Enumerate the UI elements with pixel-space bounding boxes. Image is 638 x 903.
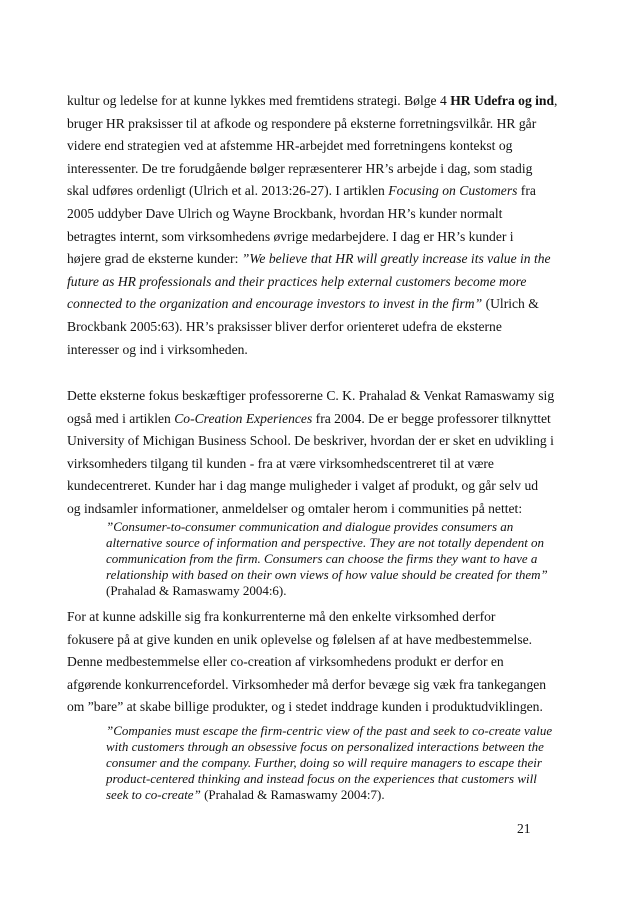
body-text: højere grad de eksterne kunder: bbox=[67, 251, 242, 267]
body-line: Dette eksterne fokus beskæftiger professorerne C. K. Prahalad & Venkat Ramaswamy sig bbox=[67, 388, 555, 403]
body-line: om ”bare” at skabe billige produkter, og i stedet inddrage kunden i produktudviklingen. bbox=[67, 699, 543, 715]
inline-quote: connected to the organization and encourage investors to invest in the firm” bbox=[67, 296, 483, 312]
body-line: interesser og ind i virksomheden. bbox=[67, 341, 248, 357]
body-line: Denne medbestemmelse eller co-creation af virksomhedens produkt er derfor en bbox=[67, 654, 504, 670]
quote-line: product-centered thinking and instead focus on the experiences that customers will bbox=[106, 771, 537, 786]
quote-line: ”Companies must escape the firm-centric view of the past and seek to co-create value bbox=[106, 723, 553, 738]
body-text: skal udføres ordenligt (Ulrich et al. 2013:26-27). I artiklen bbox=[67, 183, 389, 199]
paragraph-competition bbox=[67, 606, 546, 719]
paragraph-hr-outside-in bbox=[67, 90, 557, 361]
body-text: kultur og ledelse for at kunne lykkes med fremtidens strategi. Bølge 4 bbox=[67, 93, 451, 108]
quote-line: relationship with based on their own views of how value should be created for them” bbox=[106, 567, 548, 582]
body-line bbox=[67, 248, 557, 271]
citation: (Prahalad & Ramaswamy 2004:6). bbox=[106, 583, 287, 598]
quote-line: alternative source of information and perspective. They are not totally dependent on bbox=[106, 535, 545, 550]
body-line: virksomheders tilgang til kunden - fra at være virksomhedscentreret til at være bbox=[67, 455, 494, 471]
body-line: betragtes internt, som virksomhedens øvrige medarbejdere. I dag er HR’s kunder i bbox=[67, 228, 514, 244]
body-text: fra 2004. De er begge professorer tilknyttet bbox=[312, 410, 551, 426]
article-title: Co-Creation Experiences bbox=[174, 410, 313, 426]
body-line: 2005 uddyber Dave Ulrich og Wayne Brockbank, hvordan HR’s kunder normalt bbox=[67, 205, 503, 221]
block-quote-1 bbox=[106, 519, 548, 599]
citation: (Prahalad & Ramaswamy 2004:7). bbox=[200, 787, 385, 802]
paragraph-co-creation bbox=[67, 385, 554, 521]
quote-line bbox=[106, 787, 552, 803]
body-line: og indsamler informationer, anmeldelser og omtaler herom i communities på nettet: bbox=[67, 500, 523, 516]
body-line: videre end strategien ved at afstemme HR-arbejdet med forretningens kontekst og bbox=[67, 138, 513, 154]
body-line: kundecentreret. Kunder har i dag mange muligheder i valget af produkt, og går selv ud bbox=[67, 478, 539, 494]
block-quote-2 bbox=[106, 723, 552, 803]
quote-line: communication from the firm. Consumers can choose the firms they want to have a bbox=[106, 551, 538, 566]
citation: (Ulrich & bbox=[482, 296, 539, 312]
body-line: fokusere på at give kunden en unik oplevelse og følelsen af at have medbestemmelse. bbox=[67, 631, 533, 647]
body-line bbox=[67, 293, 557, 316]
body-text: fra bbox=[517, 183, 536, 199]
body-line: For at kunne adskille sig fra konkurrenterne må den enkelte virksomhed derfor bbox=[67, 609, 496, 624]
body-line bbox=[67, 90, 557, 113]
body-line: Brockbank 2005:63). HR’s praksisser bliver derfor orienteret udefra de eksterne bbox=[67, 318, 502, 334]
body-text: også med i artiklen bbox=[67, 410, 175, 426]
body-line bbox=[67, 408, 554, 431]
quote-line: ”Consumer-to-consumer communication and dialogue provides consumers an bbox=[106, 519, 514, 534]
article-title: Focusing on Customers bbox=[388, 183, 518, 199]
quote-text: seek to co-create” bbox=[106, 787, 201, 802]
body-text: , bbox=[554, 93, 558, 108]
body-line: University of Michigan Business School. De beskriver, hvordan der er sket en udvikling i bbox=[67, 433, 554, 449]
body-line: bruger HR praksisser til at afkode og respondere på eksterne forretningsvilkår. HR går bbox=[67, 115, 537, 131]
inline-quote-line: future as HR professionals and their practices help external customers become more bbox=[67, 273, 527, 289]
quote-line: with customers through an obsessive focus on personalized interactions between the bbox=[106, 739, 544, 754]
page-number: 21 bbox=[517, 821, 531, 836]
body-line: afgørende konkurrencefordel. Virksomheder må derfor bevæge sig væk fra tankegangen bbox=[67, 676, 547, 692]
bold-term: HR Udefra og ind bbox=[450, 93, 555, 108]
body-line: interessenter. De tre forudgående bølger repræsenterer HR’s arbejde i dag, som stadig bbox=[67, 160, 533, 176]
body-line bbox=[67, 180, 557, 203]
inline-quote: ”We believe that HR will greatly increase its value in the bbox=[241, 251, 551, 267]
quote-line: consumer and the company. Further, doing so will require managers to escape their bbox=[106, 755, 542, 770]
